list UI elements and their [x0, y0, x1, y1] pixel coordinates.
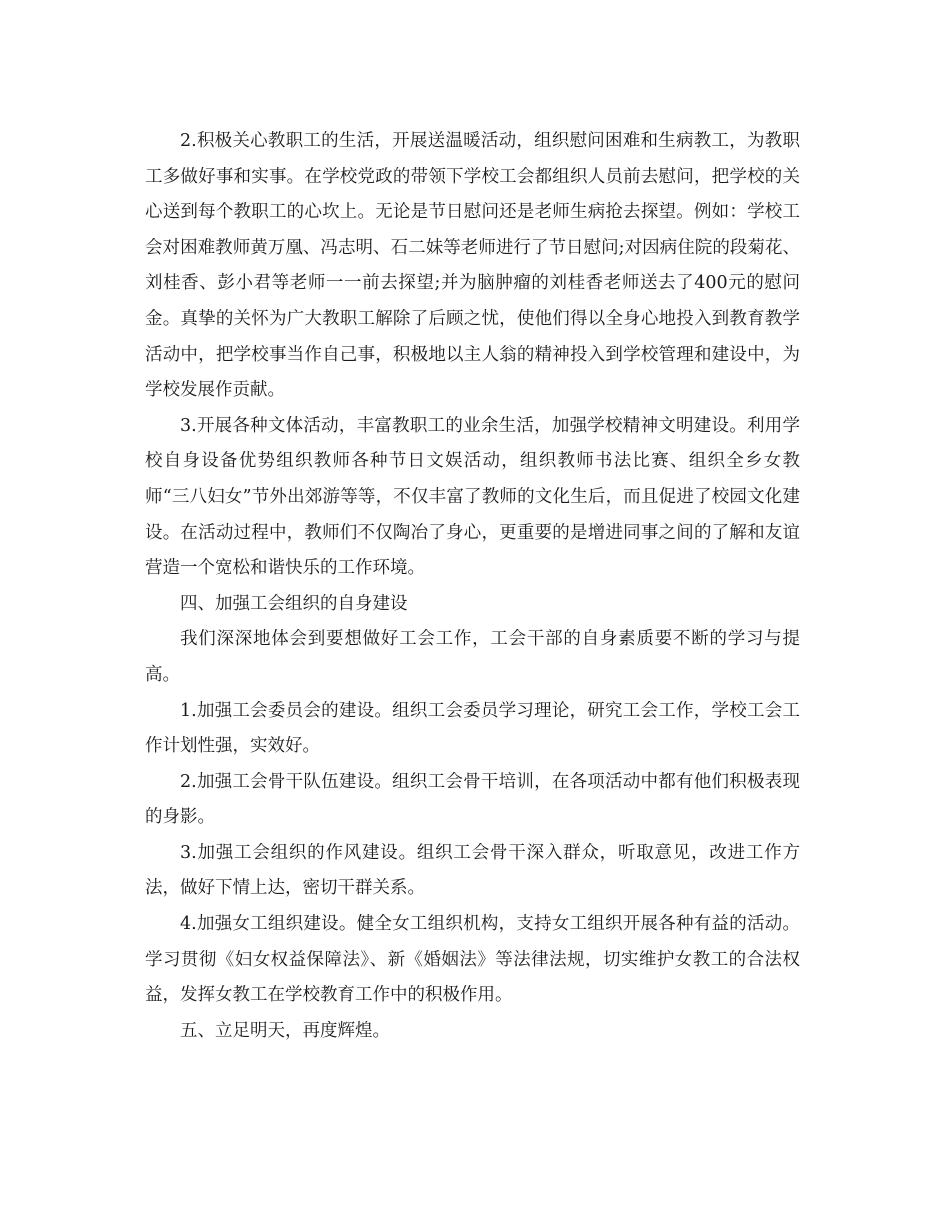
section-heading-self-building: 四、加强工会组织的自身建设 — [180, 593, 408, 614]
section-heading-future: 五、立足明天，再度辉煌。 — [180, 1020, 390, 1041]
paragraph-backbone-team: 2.加强工会骨干队伍建设。组织工会骨干培训，在各项活动中都有他们积极表现的身影。 — [145, 771, 800, 828]
paragraph-cultural-activities: 3.开展各种文体活动，丰富教职工的业余生活，加强学校精神文明建设。利用学校自身设备优势组织教师各种节日文娱活动，组织教师书法比赛、组织全乡女教师“三八妇女”节外出郊游等等，不仅丰富了教师的文化生后，而且促进了校园文化建设。在活动过程中，教师们不仅陶冶了身心，更重要的是增进同事之间的了解和友谊营造一个宽松和谐快乐的工作环境。 — [145, 415, 800, 579]
paragraph-female-staff: 4.加强女工组织建设。健全女工组织机构，支持女工组织开展各种有益的活动。学习贯彻《妇女权益保障法》、新《婚姻法》等法律法规，切实维护女教工的合法权益，发挥女教工在学校教育工作中的积极作用。 — [145, 914, 800, 1006]
document-body — [145, 124, 800, 1049]
paragraph-committee-building: 1.加强工会委员会的建设。组织工会委员学习理论，研究工会工作，学校工会工作计划性强，实效好。 — [145, 700, 800, 757]
paragraph-self-quality: 我们深深地体会到要想做好工会工作，工会干部的自身素质要不断的学习与提高。 — [145, 629, 800, 685]
paragraph-work-style: 3.加强工会组织的作风建设。组织工会骨干深入群众，听取意见，改进工作方法，做好下情上达，密切干群关系。 — [145, 842, 800, 899]
paragraph-care-for-staff: 2.积极关心教职工的生活，开展送温暖活动，组织慰问困难和生病教工，为教职工多做好事和实事。在学校党政的带领下学校工会都组织人员前去慰问，把学校的关心送到每个教职工的心坎上。无论是节日慰问还是老师生病抢去探望。例如：学校工会对困难教师黄万凰、冯志明、石二妹等老师进行了节日慰问;对因病住院的段菊花、刘桂香、彭小君等老师一一前去探望;并为脑肿瘤的刘桂香老师送去了400元的慰问金。真挚的关怀为广大教职工解除了后顾之忧，使他们得以全身心地投入到教育教学活动中，把学校事当作自己事，积极地以主人翁的精神投入到学校管理和建设中，为学校发展作贡献。 — [145, 131, 800, 401]
